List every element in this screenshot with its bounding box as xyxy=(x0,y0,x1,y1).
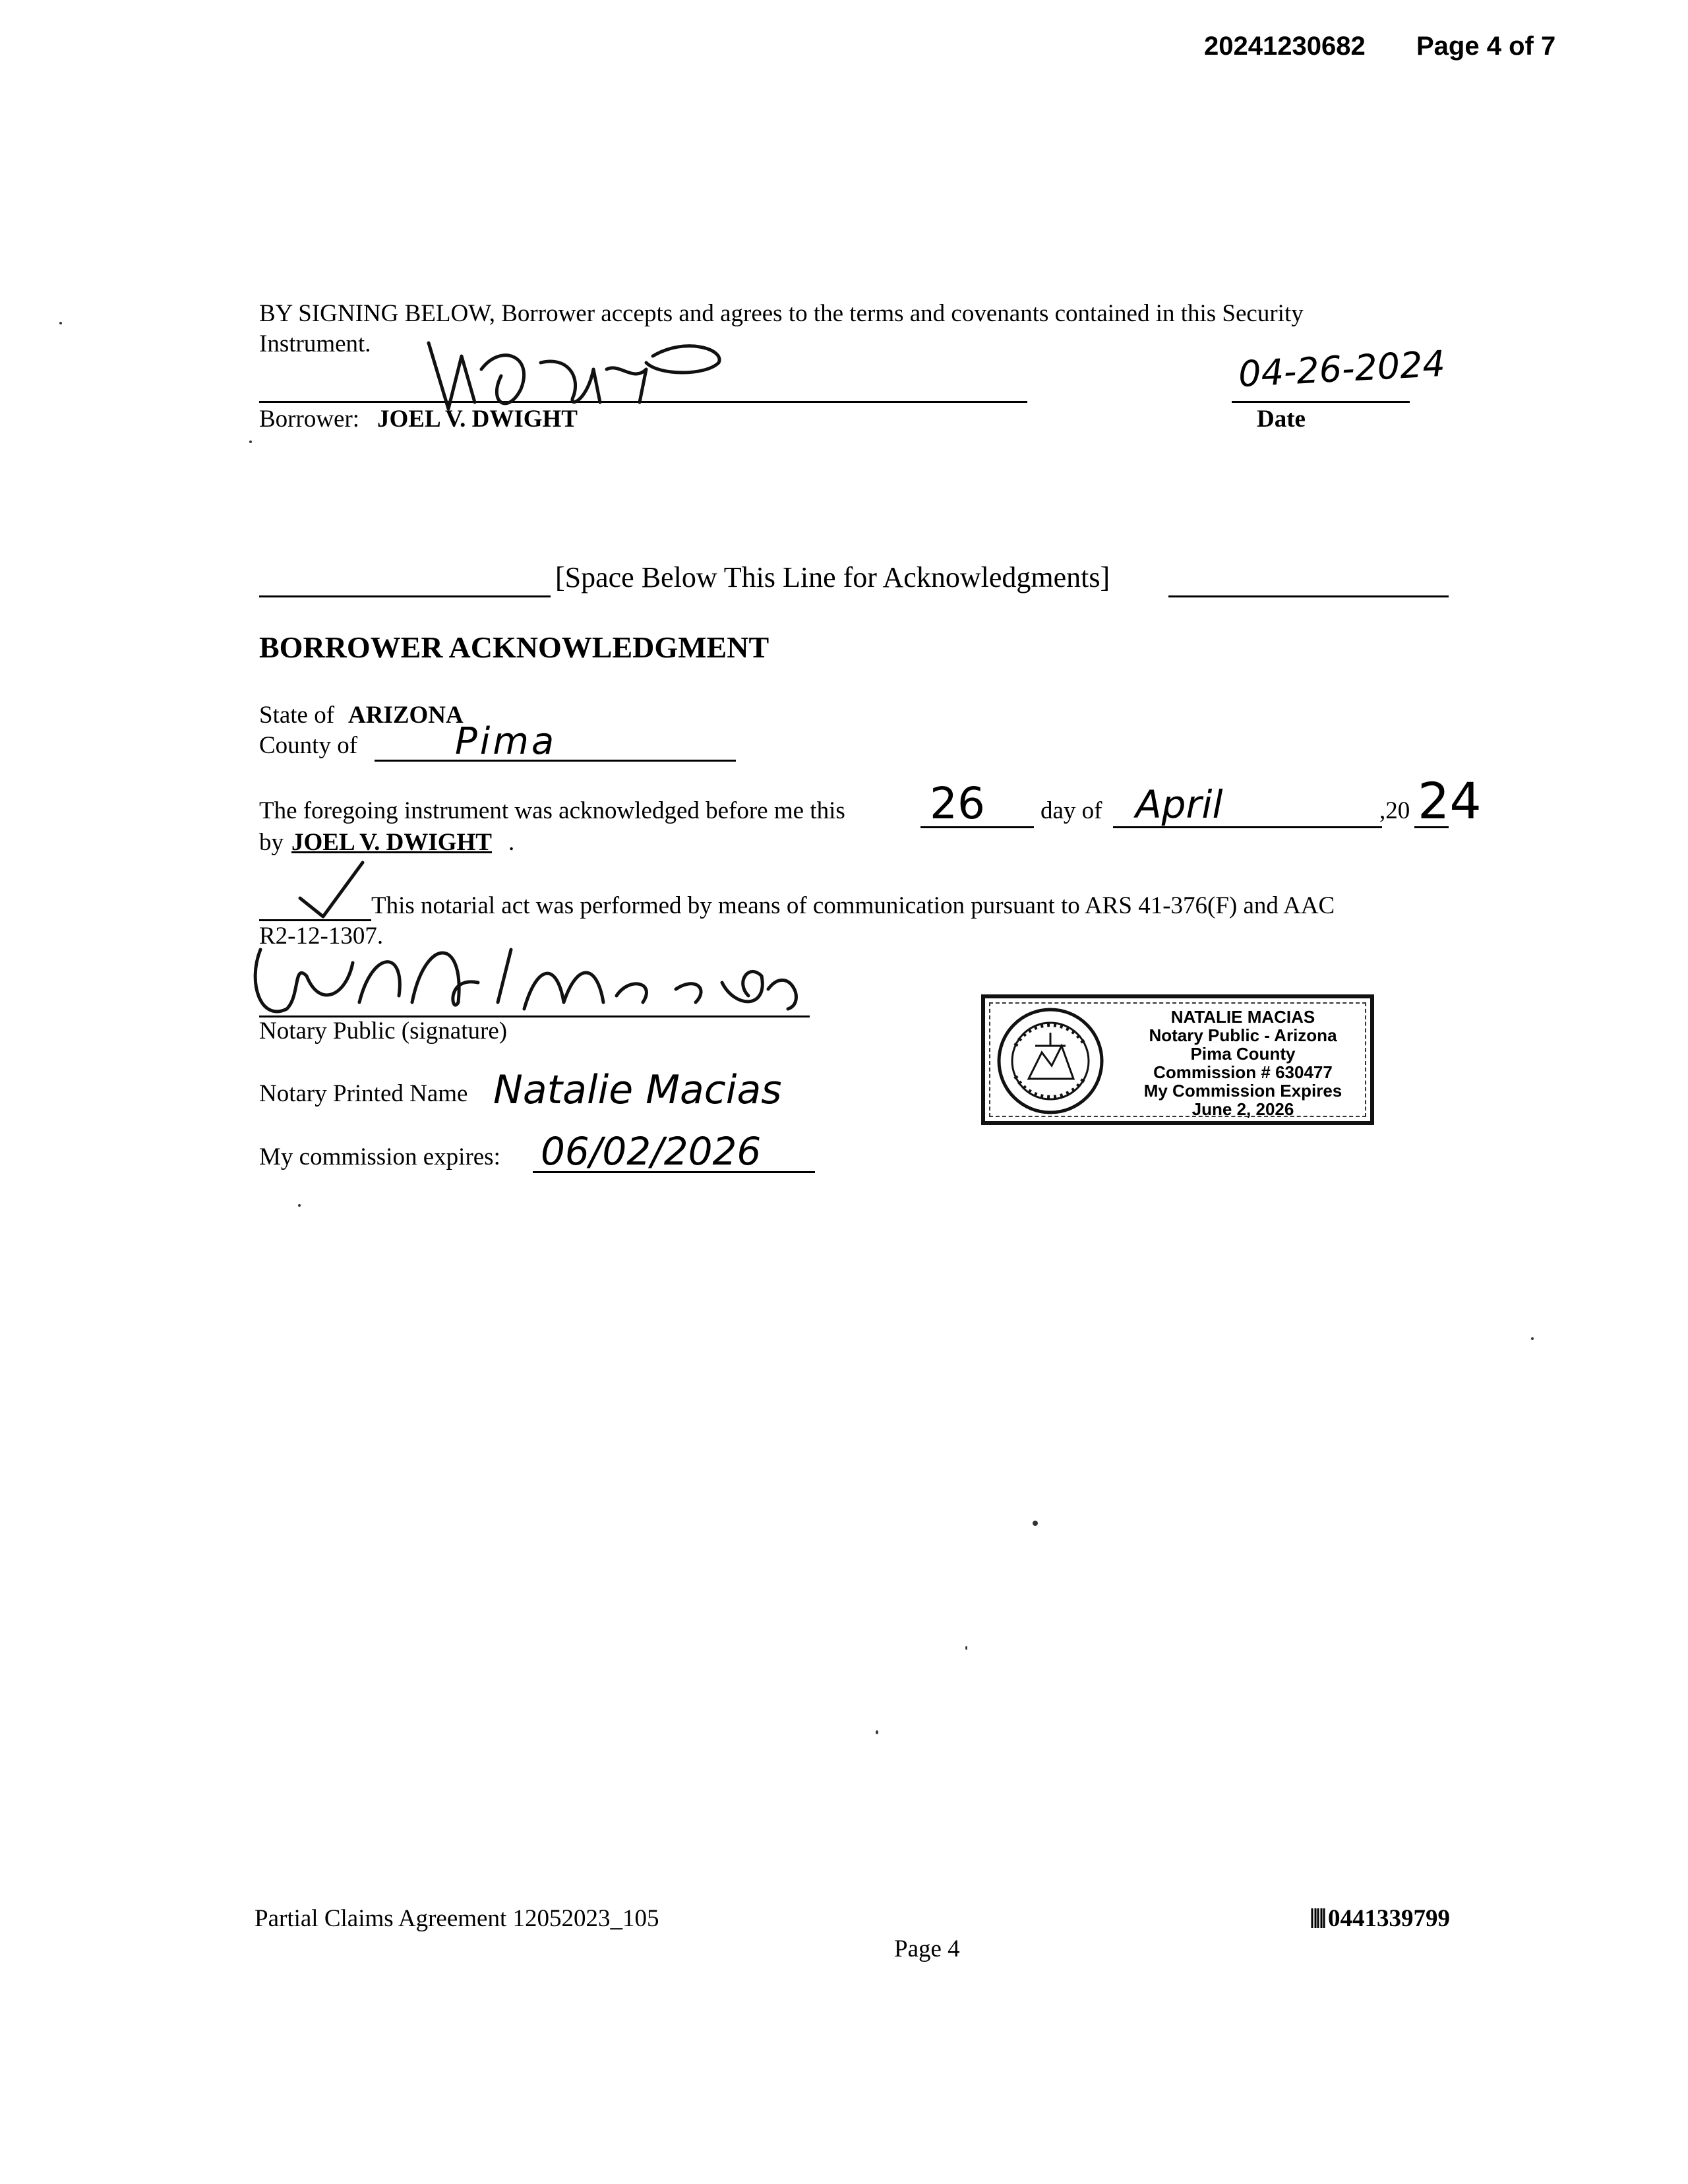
borrower-label: Borrower: xyxy=(259,406,360,433)
scan-speck xyxy=(59,322,62,324)
stamp-line-name: NATALIE MACIAS xyxy=(1170,1007,1315,1027)
foregoing-text: The foregoing instrument was acknowledged before me this xyxy=(259,797,845,824)
stamp-line-commission: Commission # 630477 xyxy=(1153,1062,1333,1082)
footer-form-name: Partial Claims Agreement 12052023_105 xyxy=(255,1905,659,1932)
scan-speck xyxy=(1531,1337,1534,1340)
divider-line-right xyxy=(1168,595,1449,597)
notary-signature-label: Notary Public (signature) xyxy=(259,1017,508,1045)
day-of-label: day of xyxy=(1040,797,1102,824)
notary-stamp xyxy=(981,994,1374,1125)
barcode-icon xyxy=(1311,1907,1325,1929)
scan-speck xyxy=(298,1204,301,1207)
signing-statement-line1: BY SIGNING BELOW, Borrower accepts and agrees to the terms and covenants contained in this Security xyxy=(259,300,1304,327)
footer-loan-number: 0441339799 xyxy=(1328,1905,1450,1932)
year-value: 24 xyxy=(1418,772,1482,830)
stamp-line-county: Pima County xyxy=(1190,1044,1296,1064)
by-name: JOEL V. DWIGHT xyxy=(291,829,492,856)
scan-speck xyxy=(1033,1521,1038,1526)
printed-name-value: Natalie Macias xyxy=(493,1067,782,1113)
state-value: ARIZONA xyxy=(348,702,464,729)
stamp-line-expires-date: June 2, 2026 xyxy=(1191,1099,1294,1119)
acknowledgments-divider: [Space Below This Line for Acknowledgments] xyxy=(555,561,1110,593)
county-label: County of xyxy=(259,732,358,759)
year-prefix: ,20 xyxy=(1379,797,1410,824)
scan-speck xyxy=(876,1730,878,1734)
signature-date: 04-26-2024 xyxy=(1237,342,1447,396)
scan-speck xyxy=(249,440,252,443)
state-seal-icon xyxy=(996,1006,1105,1116)
county-value: Pima xyxy=(455,720,557,763)
document-number: 20241230682 xyxy=(1204,32,1366,61)
borrower-name: JOEL V. DWIGHT xyxy=(377,406,578,433)
state-label: State of xyxy=(259,702,335,729)
stamp-line-expires-label: My Commission Expires xyxy=(1143,1081,1342,1101)
page-count: Page 4 of 7 xyxy=(1416,32,1556,61)
footer-page-number: Page 4 xyxy=(894,1935,960,1962)
date-label: Date xyxy=(1257,406,1306,433)
date-line xyxy=(1232,401,1410,403)
expires-value: 06/02/2026 xyxy=(541,1129,762,1174)
by-period: . xyxy=(508,829,515,856)
by-label: by xyxy=(259,829,284,856)
notary-signature xyxy=(247,923,814,1029)
notarial-act-line2: R2-12-1307. xyxy=(259,923,384,950)
divider-line-left xyxy=(259,595,551,597)
signing-statement-line2: Instrument. xyxy=(259,330,371,357)
scan-speck xyxy=(965,1646,967,1650)
notarial-act-line1: This notarial act was performed by means of communication pursuant to ARS 41-376(F) and AAC xyxy=(371,892,1335,919)
checkmark-icon xyxy=(290,857,369,923)
acknowledgment-title: BORROWER ACKNOWLEDGMENT xyxy=(259,630,769,664)
stamp-line-title: Notary Public - Arizona xyxy=(1149,1025,1337,1045)
day-value: 26 xyxy=(930,778,985,829)
month-value: April xyxy=(1135,782,1223,827)
expires-label: My commission expires: xyxy=(259,1143,500,1170)
printed-name-label: Notary Printed Name xyxy=(259,1080,468,1107)
